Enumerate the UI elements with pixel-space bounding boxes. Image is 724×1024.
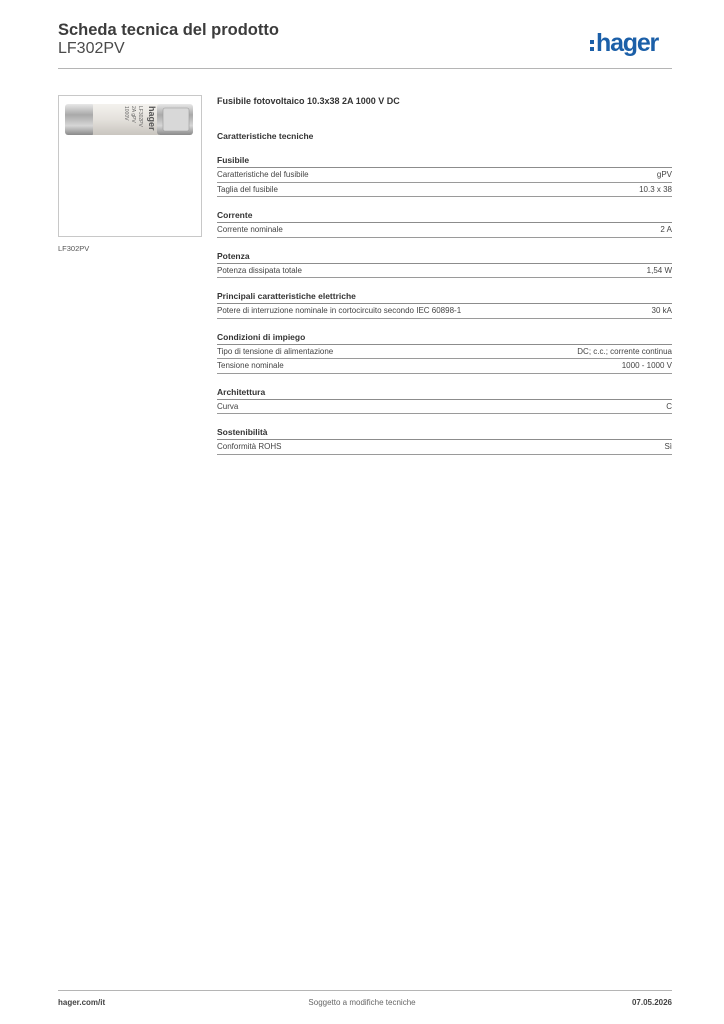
hager-logo — [590, 29, 658, 57]
spec-group-title: Potenza — [217, 251, 672, 264]
spec-group-title: Corrente — [217, 210, 672, 223]
footer-note: Soggetto a modifiche tecniche — [308, 998, 416, 1007]
footer-divider — [58, 990, 672, 991]
spec-group-title: Architettura — [217, 387, 672, 400]
spec-group-caratteristiche-elettriche — [217, 291, 672, 319]
spec-group-title: Sostenibilità — [217, 427, 672, 440]
spec-row — [217, 223, 672, 238]
fuse-marking-brand: hager — [147, 106, 157, 131]
spec-content — [217, 95, 672, 455]
spec-label: Curva — [217, 401, 239, 411]
spec-value: C — [666, 401, 672, 411]
product-title: Fusibile fotovoltaico 10.3x38 2A 1000 V DC — [217, 96, 400, 106]
spec-group-potenza — [217, 251, 672, 279]
logo-dots-icon — [590, 40, 594, 51]
product-code: LF302PV — [58, 40, 125, 57]
spec-row — [217, 345, 672, 360]
spec-group-condizioni-impiego — [217, 332, 672, 374]
spec-value: 1,54 W — [646, 265, 672, 275]
spec-label: Tipo di tensione di alimentazione — [217, 346, 334, 356]
logo-text: hager — [596, 28, 659, 57]
spec-row — [217, 359, 672, 374]
spec-label: Corrente nominale — [217, 225, 283, 234]
spec-label: Tensione nominale — [217, 361, 284, 370]
spec-group-title: Fusibile — [217, 155, 672, 168]
spec-value: gPV — [656, 170, 672, 179]
spec-value: Sì — [664, 442, 672, 451]
fuse-marking-rating: 2A gPV — [130, 106, 136, 123]
footer-website-link[interactable]: hager.com/it — [58, 998, 106, 1007]
spec-row — [217, 440, 672, 455]
spec-group-corrente — [217, 210, 672, 238]
spec-value: 1000 - 1000 V — [621, 361, 672, 370]
spec-value: 10.3 x 38 — [639, 184, 672, 194]
spec-label: Caratteristiche del fusibile — [217, 170, 309, 179]
header-divider — [58, 68, 672, 69]
spec-group-sostenibilita — [217, 427, 672, 455]
fuse-image — [59, 96, 201, 236]
spec-label: Conformità ROHS — [217, 442, 282, 451]
section-title: Caratteristiche tecniche — [217, 131, 314, 141]
image-caption: LF302PV — [58, 244, 90, 253]
spec-group-architettura — [217, 387, 672, 415]
spec-row — [217, 264, 672, 279]
spec-label: Potere di interruzione nominale in cortocircuito secondo IEC 60898-1 — [217, 306, 462, 315]
page-title: Scheda tecnica del prodotto — [58, 21, 279, 39]
spec-row — [217, 400, 672, 415]
spec-value: 30 kA — [651, 306, 672, 315]
fuse-marking-voltage: 1000V — [123, 106, 129, 121]
spec-row — [217, 183, 672, 198]
spec-group-fusibile — [217, 155, 672, 197]
spec-label: Potenza dissipata totale — [217, 265, 302, 275]
spec-label: Taglia del fusibile — [217, 184, 278, 194]
product-image — [58, 95, 202, 237]
spec-group-title: Condizioni di impiego — [217, 332, 672, 345]
footer-date: 07.05.2026 — [631, 998, 672, 1007]
spec-value: 2 A — [660, 225, 672, 234]
spec-value: DC; c.c.; corrente continua — [577, 346, 672, 356]
spec-row — [217, 168, 672, 183]
spec-row — [217, 304, 672, 319]
spec-group-title: Principali caratteristiche elettriche — [217, 291, 672, 304]
fuse-marking-code: LF302PV — [137, 106, 143, 127]
